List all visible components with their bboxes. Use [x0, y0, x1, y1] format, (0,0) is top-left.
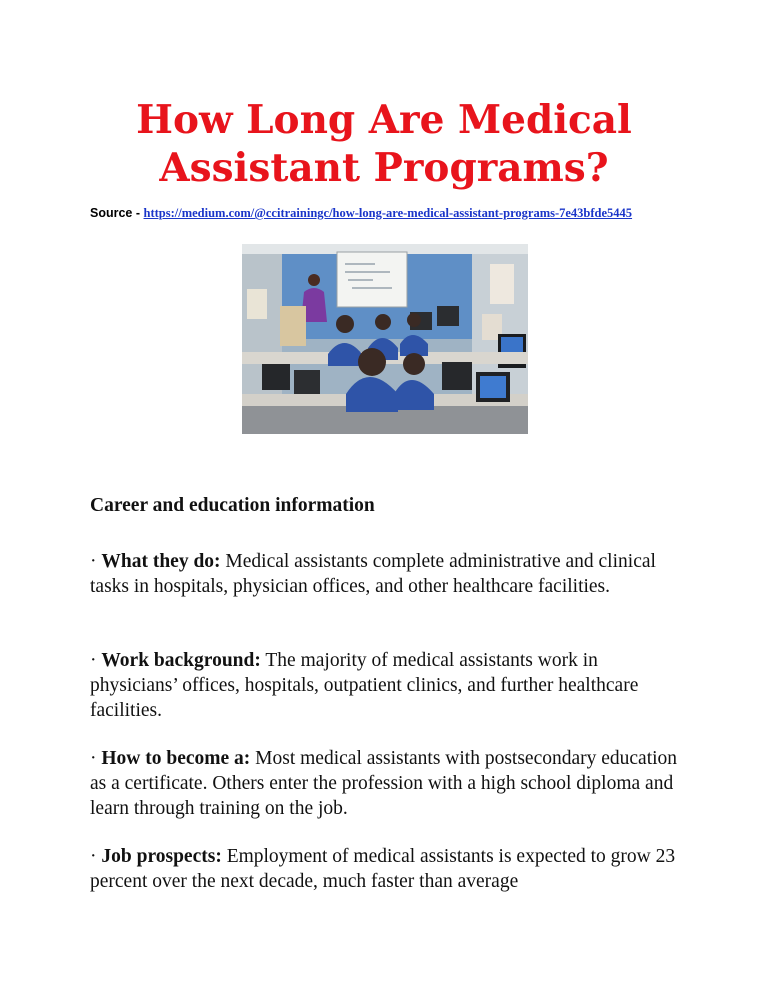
classroom-photo-icon: [242, 244, 528, 434]
item-text: Employment of medical assistants is expected to grow 23 percent over the next decade, much faster than average: [90, 846, 676, 892]
source-line: [90, 205, 680, 222]
list-item: [90, 648, 686, 723]
bullet: ·: [90, 846, 102, 867]
page-title: How Long Are Medical Assistant Programs?: [136, 97, 632, 191]
bullet: ·: [90, 551, 102, 572]
item-term: What they do:: [101, 551, 221, 572]
item-term: Job prospects:: [101, 846, 222, 867]
classroom-photo: [242, 244, 528, 434]
section-heading: Career and education information: [90, 495, 375, 516]
bullet: ·: [90, 748, 102, 769]
source-label: Source -: [90, 206, 144, 220]
list-item: [90, 549, 686, 599]
item-term: How to become a:: [101, 748, 251, 769]
item-text: Medical assistants complete administrative and clinical tasks in hospitals, physician offices, and other healthcare facilities.: [90, 551, 656, 597]
item-term: Work background:: [101, 650, 261, 671]
item-text: The majority of medical assistants work in physicians’ offices, hospitals, outpatient clinics, and further healthcare facilities.: [90, 650, 639, 721]
list-item: [90, 844, 686, 894]
list-item: [90, 746, 686, 821]
source-link[interactable]: https://medium.com/@ccitrainingc/how-long-are-medical-assistant-programs-7e43bfde5445: [143, 206, 633, 220]
bullet: ·: [90, 650, 102, 671]
item-text: Most medical assistants with postsecondary education as a certificate. Others enter the profession with a high school diploma and learn through training on the job.: [90, 748, 678, 819]
